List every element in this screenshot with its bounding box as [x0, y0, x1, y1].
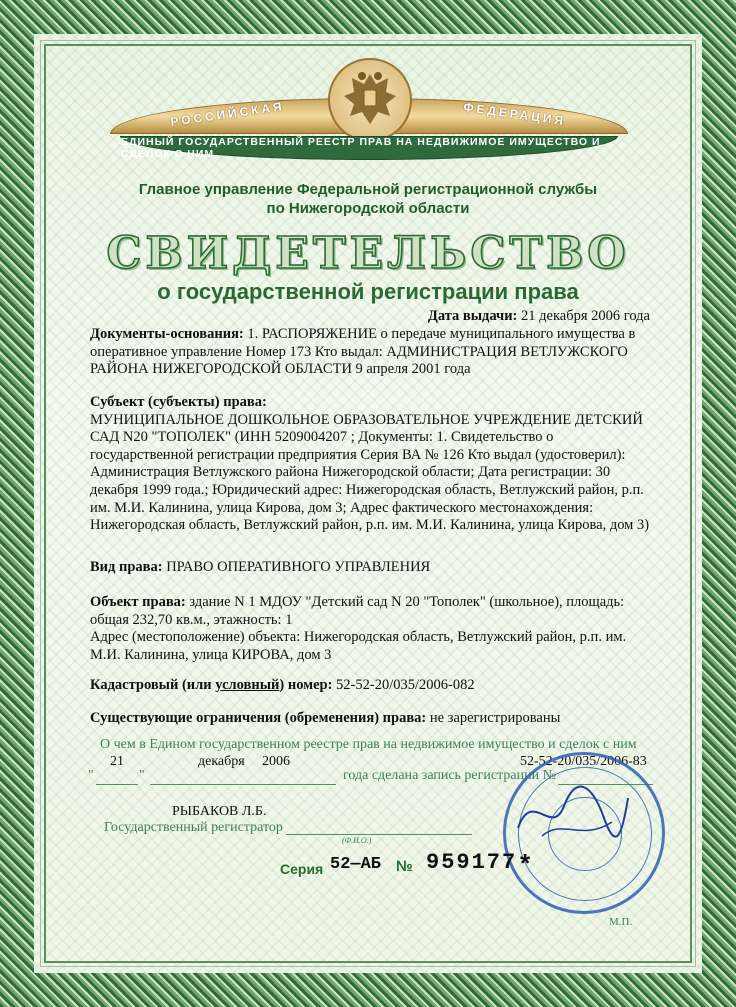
documents-label: Документы-основания: — [90, 326, 244, 342]
registry-band — [120, 136, 618, 160]
fio-label: (Ф.И.О.) — [342, 836, 372, 845]
registry-year: 2006 — [262, 754, 290, 769]
subject-section — [90, 394, 650, 535]
registry-note-line-1: О чем в Едином государственном реестре прав на недвижимое имущество и сделок с ним — [100, 737, 637, 752]
day-underline — [96, 784, 138, 785]
object-address: Адрес (местоположение) объекта: Нижегородская область, Ветлужский район, р.п. им. М.И. Калинина, улица КИРОВА, дом 3 — [90, 629, 627, 663]
restrictions-section — [90, 710, 650, 728]
right-type-value: ПРАВО ОПЕРАТИВНОГО УПРАВЛЕНИЯ — [166, 559, 431, 575]
object-section — [90, 594, 650, 664]
registry-quote-close: " — [139, 768, 145, 783]
signature-icon — [512, 778, 632, 848]
registry-month: декабря — [198, 754, 245, 769]
subject-label: Субъект (субъекты) права: — [90, 394, 267, 410]
series-mark: * — [520, 848, 531, 878]
registrar-name: РЫБАКОВ Л.Б. — [172, 804, 267, 819]
object-label: Объект права: — [90, 594, 186, 610]
cadastral-value: 52-52-20/035/2006-082 — [336, 677, 475, 693]
issue-date — [0, 308, 650, 326]
registry-band-text: ЕДИНЫЙ ГОСУДАРСТВЕННЫЙ РЕЕСТР ПРАВ НА НЕДВИЖИМОЕ ИМУЩЕСТВО И СДЕЛОК С НИМ — [121, 136, 601, 160]
cadastral-label-a: Кадастровый (или — [90, 677, 216, 693]
issue-date-label: Дата выдачи: — [427, 308, 518, 324]
coat-of-arms-icon — [328, 58, 412, 142]
subject-text: МУНИЦИПАЛЬНОЕ ДОШКОЛЬНОЕ ОБРАЗОВАТЕЛЬНОЕ УЧРЕЖДЕНИЕ ДЕТСКИЙ САД N20 "ТОПОЛЕК" (ИНН 5209004207 ; Документы: 1. Свидетельство о государственной регистрации предприятия Серия ВА № 126 Кто выдал (удостоверил): Администрация Ветлужского района Нижегородской области; Дата регистрации: 30 декабря 1999 года.; Юридический адрес: Нижегородская область, Ветлужский район, р.п. им. М.И. Калинина, улица Кирова, дом 3; Адрес фактического местонахождения: Нижегородская область, Ветлужский район, р.п. им. М.И. Калинина, улица Кирова, дом 3) — [90, 411, 650, 534]
emblem-header — [110, 58, 626, 168]
registrar-label: Государственный регистратор — [104, 820, 283, 835]
issuer-line-1: Главное управление Федеральной регистрационной службы — [138, 181, 598, 198]
cadastral-section — [90, 677, 650, 695]
issuer-block — [90, 180, 646, 218]
cadastral-label-u: условный — [215, 677, 280, 693]
seal-place-label: М.П. — [609, 916, 633, 928]
series-label: Серия — [280, 861, 324, 877]
right-type-section — [90, 559, 650, 577]
restrictions-value: не зарегистрированы — [429, 710, 561, 726]
object-text: здание N 1 МДОУ "Детский сад N 20 "Тополек" (школьное), площадь: общая 232,70 кв.м., этажность: 1 — [90, 594, 625, 628]
certificate-title: СВИДЕТЕЛЬСТВО — [106, 228, 630, 279]
signature-underline — [286, 834, 472, 835]
series-number: 959177 — [426, 850, 518, 875]
series-no-sign: № — [396, 858, 413, 875]
month-year-underline — [150, 784, 336, 785]
issuer-line-2: по Нижегородской области — [266, 200, 470, 217]
issue-date-value: 21 декабря 2006 года — [521, 308, 650, 324]
banner-left-text: РОССИЙСКАЯ — [169, 99, 286, 129]
cadastral-label-b: ) номер: — [279, 677, 333, 693]
registry-day: 21 — [110, 754, 124, 769]
certificate-subtitle: о государственной регистрации права — [157, 279, 579, 304]
banner-right-text: ФЕДЕРАЦИЯ — [462, 99, 567, 129]
documents-text: 1. РАСПОРЯЖЕНИЕ о передаче муниципального имущества в оперативное управление Номер 173 Кто выдал: АДМИНИСТРАЦИЯ ВЕТЛУЖСКОГО РАЙОНА НИЖЕГОРОДСКОЙ ОБЛАСТИ 9 апреля 2001 года — [90, 326, 636, 378]
registry-quote-open: " — [88, 768, 94, 783]
restrictions-label: Существующие ограничения (обременения) права: — [90, 710, 427, 726]
registry-number: 52-52-20/035/2006-83 — [520, 754, 647, 769]
right-type-label: Вид права: — [90, 559, 163, 575]
series-code: 52—АБ — [330, 855, 382, 874]
documents-section — [90, 326, 650, 379]
registry-note-suffix: года сделана запись регистрации № — [343, 768, 556, 783]
